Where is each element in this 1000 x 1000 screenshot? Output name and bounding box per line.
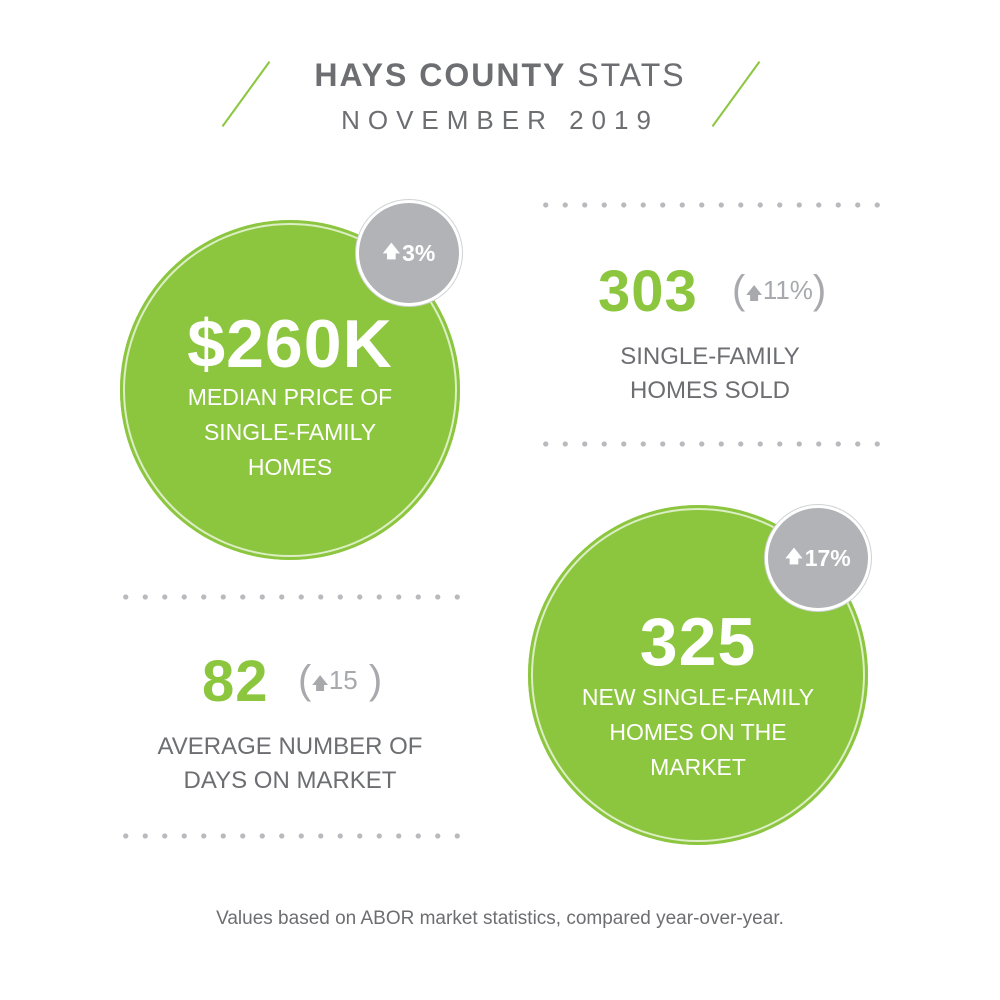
new-homes-change-badge <box>765 505 871 611</box>
median-price-change: 3% <box>402 239 436 266</box>
homes-sold-change-value: 11% <box>762 275 813 305</box>
page-title <box>0 57 1000 94</box>
days-on-market-change: (🡅15 ) <box>298 658 383 702</box>
title-bold: HAYS COUNTY <box>314 57 567 93</box>
days-on-market-label-line-2: DAYS ON MARKET <box>183 767 397 794</box>
median-price-label-line-2: SINGLE-FAMILY <box>203 419 377 445</box>
homes-sold-label <box>560 340 860 408</box>
days-on-market-label <box>130 730 450 798</box>
arrow-up-icon: 🡅 <box>382 241 401 261</box>
arrow-up-icon: 🡅 <box>311 674 329 693</box>
median-price-change-badge <box>356 200 462 306</box>
new-homes-label-line-2: HOMES ON THE <box>609 719 787 745</box>
footnote: Values based on ABOR market statistics, compared year-over-year. <box>216 908 784 929</box>
new-homes-change: 17% <box>804 544 851 571</box>
days-on-market-value: 82 <box>202 649 269 714</box>
page-subtitle: NOVEMBER 2019 <box>341 105 659 135</box>
new-homes-label-line-3: MARKET <box>650 754 746 780</box>
homes-sold-label-line-1: SINGLE-FAMILY <box>620 343 800 370</box>
median-price-label-line-1: MEDIAN PRICE OF <box>187 384 393 410</box>
new-homes-value: 325 <box>639 604 757 680</box>
divider-dots-bottom-left <box>116 833 466 839</box>
arrow-up-icon: 🡅 <box>785 546 803 566</box>
new-homes-label-line-1: NEW SINGLE-FAMILY <box>581 684 815 710</box>
median-price-value: $260K <box>187 306 393 382</box>
homes-sold-value: 303 <box>598 259 698 324</box>
title-light: STATS <box>577 57 686 93</box>
divider-dots-top-right <box>536 202 886 208</box>
homes-sold-label-line-2: HOMES SOLD <box>629 377 791 404</box>
days-on-market-change-value: 15 <box>328 665 358 695</box>
median-price-label <box>120 380 460 485</box>
days-on-market-label-line-1: AVERAGE NUMBER OF <box>157 733 423 760</box>
arrow-up-icon: 🡅 <box>745 284 763 303</box>
divider-dots-mid-right <box>536 441 886 447</box>
new-homes-label <box>528 680 868 785</box>
homes-sold-change: (🡅11%) <box>732 268 827 312</box>
divider-dots-mid-left <box>116 594 466 600</box>
median-price-label-line-3: HOMES <box>247 454 333 480</box>
